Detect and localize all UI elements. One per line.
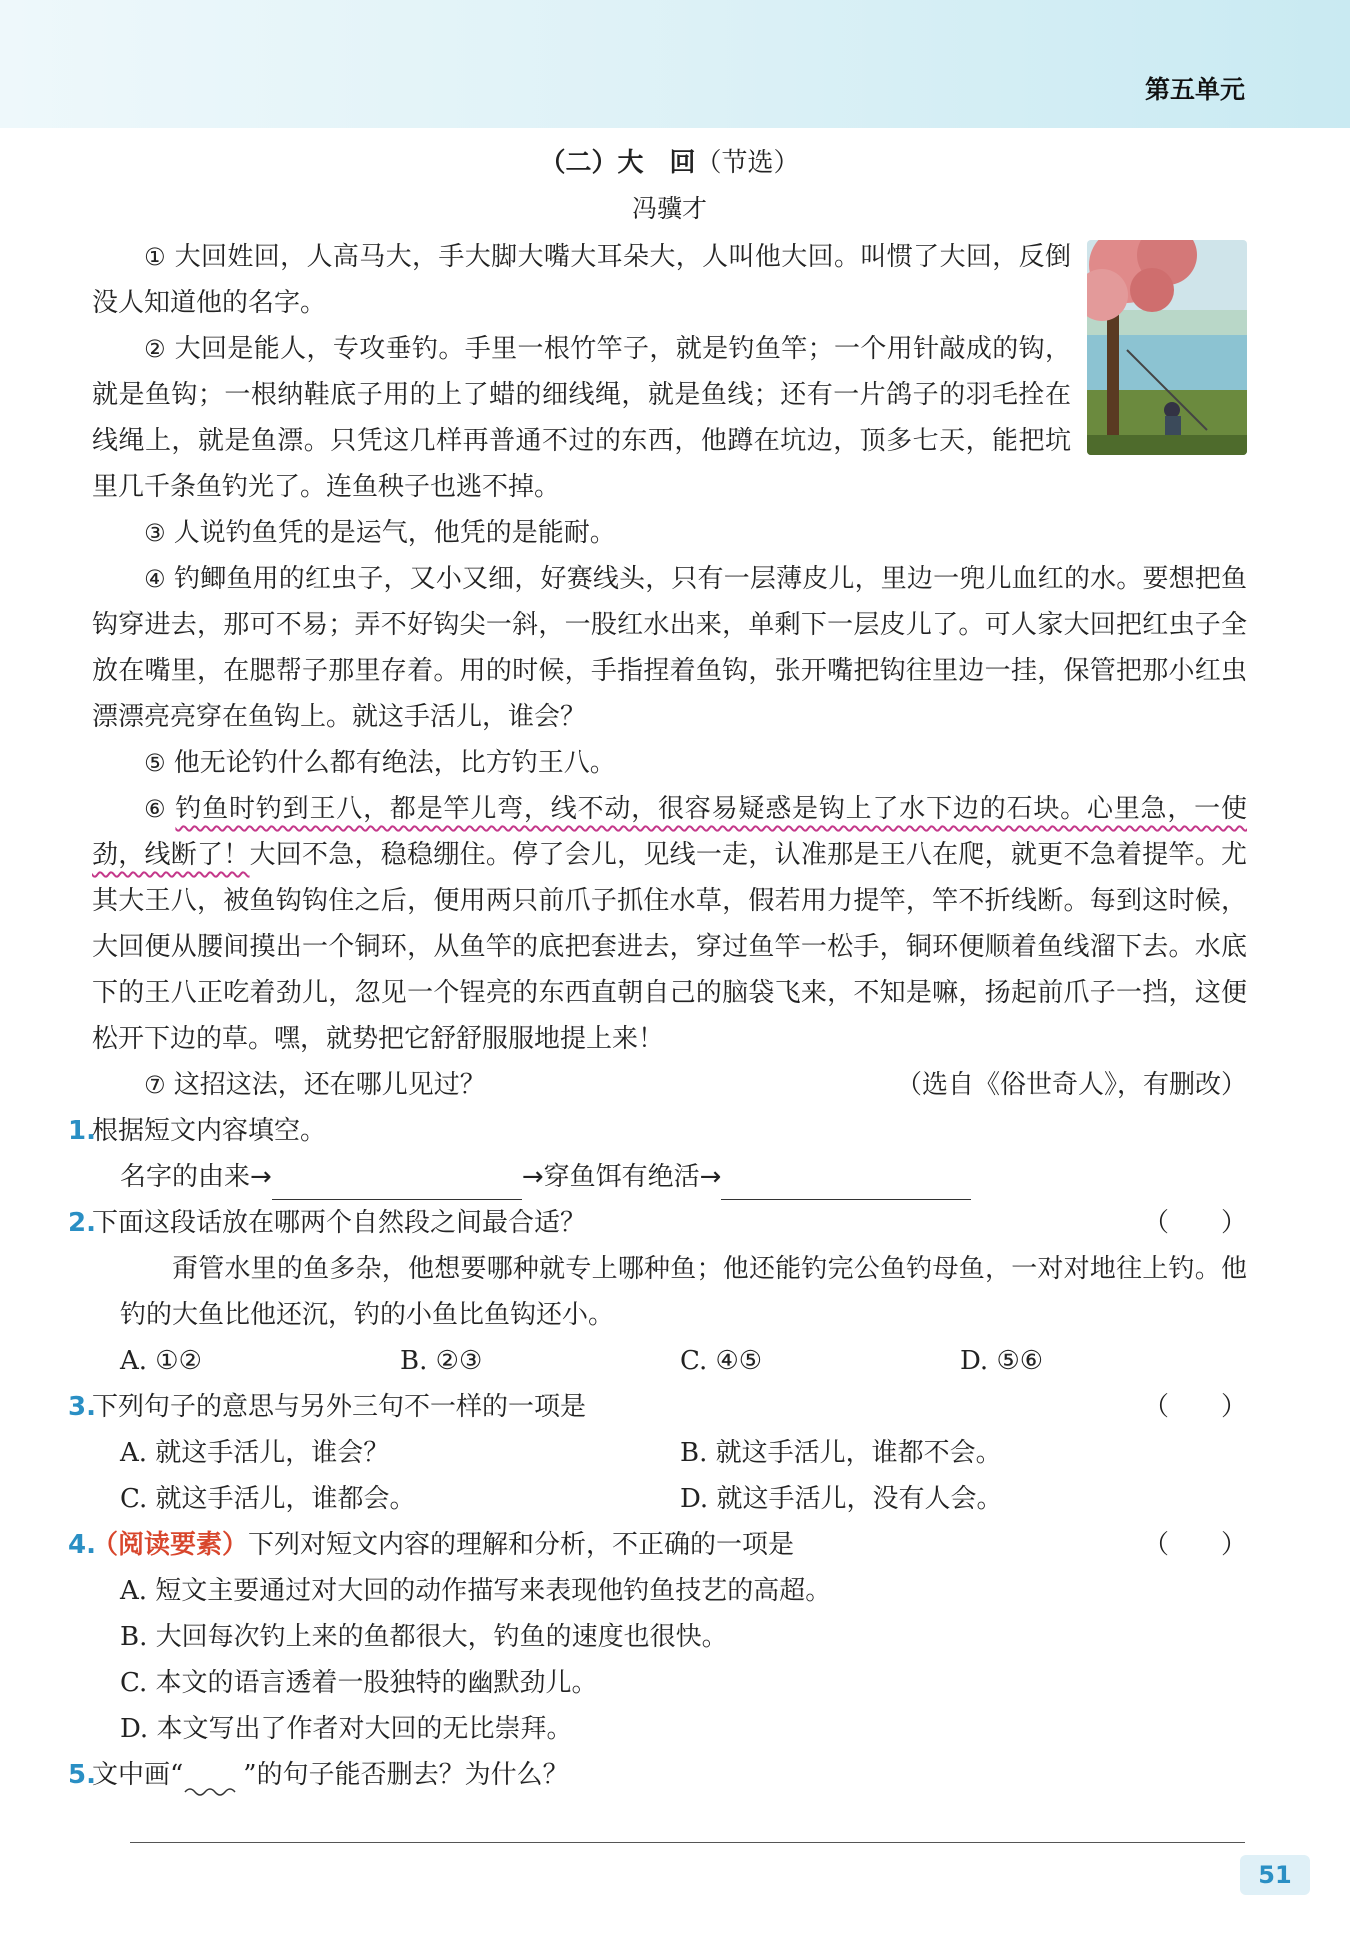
option-d[interactable]: D. 本文写出了作者对大回的无比崇拜。 (120, 1714, 573, 1744)
option-a[interactable]: A. 短文主要通过对大回的动作描写来表现他钓鱼技艺的高超。 (120, 1576, 832, 1606)
paragraph-3: ③ 人说钓鱼凭的是运气，他凭的是能耐。 (144, 518, 616, 548)
answer-paren[interactable]: （ ） (1142, 1208, 1247, 1238)
question-2-passage: 甭管水里的鱼多杂，他想要哪种就专上哪种鱼；他还能钓完公鱼钓母鱼，一对对地往上钓。他钓的大鱼比他还沉，钓的小鱼比鱼钩还小。 (120, 1254, 1247, 1330)
option-b[interactable]: B. 大回每次钓上来的鱼都很大，钓鱼的速度也很快。 (120, 1622, 728, 1652)
arrow-icon: → (250, 1162, 272, 1192)
page-content (68, 140, 1247, 1798)
option-c[interactable]: C. ④⑤ (680, 1346, 763, 1376)
paragraph-6: ⑥ 钓鱼时钓到王八，都是竿儿弯，线不动，很容易疑惑是钩上了水下边的石块。心里急，一使劲，线断了！大回不急，稳稳绷住。停了会儿，见线一走，认准那是王八在爬，就更不急着提竿。尤其大王八，被鱼钩钩住之后，便用两只前爪子抓住水草，假若用力提竿，竿不折线断。每到这时候，大回便从腰间摸出一个铜环，从鱼竿的底把套进去，穿过鱼竿一松手，铜环便顺着鱼线溜下去。水底下的王八正吃着劲儿，忽见一个锃亮的东西直朝自己的脑袋飞来，不知是嘛，扬起前爪子一挡，这便松开下边的草。嘿，就势把它舒舒服服地提上来！ (92, 794, 1247, 1054)
wavy-underlined-sentence: 钓鱼时钓到王八，都是竿儿弯，线不动，很容易疑惑是钩上了水下边的石块。心里急，一使劲，线断了！ (92, 794, 1247, 870)
paragraph-2: ② 大回是能人，专攻垂钓。手里一根竹竿子，就是钓鱼竿；一个用针敲成的钩，就是鱼钩；一根纳鞋底子用的上了蜡的细线绳，就是鱼线；还有一片鸽子的羽毛拴在线绳上，就是鱼漂。只凭这几样再普通不过的东西，他蹲在坑边，顶多七天，能把坑里几千条鱼钓光了。连鱼秧子也逃不掉。 (92, 334, 1072, 502)
answer-paren[interactable]: （ ） (1142, 1530, 1247, 1560)
question-2: 2.下面这段话放在哪两个自然段之间最合适？ （ ） 甭管水里的鱼多杂，他想要哪种就专上哪种鱼；他还能钓完公鱼钓母鱼，一对对地往上钓。他钓的大鱼比他还沉，钓的小鱼比鱼钩还小。 A. ①② B. ②③ C. ④⑤ D. ⑤⑥ (92, 1200, 1247, 1384)
paragraph-7: ⑦ 这招这法，还在哪儿见过？ （选自《俗世奇人》，有删改） (92, 1062, 1247, 1108)
paragraph-1: ① 大回姓回，人高马大，手大脚大嘴大耳朵大，人叫他大回。叫惯了大回，反倒没人知道他的名字。 (92, 242, 1072, 318)
answer-blank-2[interactable] (721, 1170, 971, 1200)
question-4: 4.（阅读要素）下列对短文内容的理解和分析，不正确的一项是 （ ） A. 短文主要通过对大回的动作描写来表现他钓鱼技艺的高超。 B. 大回每次钓上来的鱼都很大，钓鱼的速度也很快。 C. 本文的语言透着一股独特的幽默劲儿。 D. 本文写出了作者对大回的无比崇拜。 (92, 1522, 1247, 1752)
header-band (0, 0, 1350, 128)
unit-title: 第五单元 (1144, 75, 1245, 104)
article-title: （二）大 回（节选） (539, 148, 800, 178)
answer-blank-1[interactable] (272, 1170, 522, 1200)
option-c[interactable]: C. 就这手活儿，谁都会。 (120, 1484, 416, 1514)
question-1-blanks: 名字的由来→ →穿鱼饵有绝活→ (92, 1154, 1247, 1200)
question-2-options (92, 1338, 1247, 1384)
option-c[interactable]: C. 本文的语言透着一股独特的幽默劲儿。 (120, 1668, 598, 1698)
paragraph-4: ④ 钓鲫鱼用的红虫子，又小又细，好赛线头，只有一层薄皮儿，里边一兜儿血红的水。要想把鱼钩穿进去，那可不易；弄不好钩尖一斜，一股红水出来，单剩下一层皮儿了。可人家大回把红虫子全放在嘴里，在腮帮子那里存着。用的时候，手指捏着鱼钩，张开嘴把钩往里边一挂，保管把那小红虫漂漂亮亮穿在鱼钩上。就这手活儿，谁会？ (92, 564, 1247, 732)
option-a[interactable]: A. ①② (120, 1346, 202, 1376)
fishing-scene-illustration (1087, 240, 1247, 455)
source-note: （选自《俗世奇人》，有删改） (895, 1070, 1247, 1100)
page-number: 51 (1240, 1855, 1310, 1895)
option-b[interactable]: B. 就这手活儿，谁都不会。 (680, 1438, 1002, 1468)
option-a[interactable]: A. 就这手活儿，谁会？ (120, 1438, 390, 1468)
question-3: 3.下列句子的意思与另外三句不一样的一项是 （ ） A. 就这手活儿，谁会？ B. 就这手活儿，谁都不会。 C. 就这手活儿，谁都会。 D. 就这手活儿，没有人会。 (92, 1384, 1247, 1522)
reading-element-tag: （阅读要素） (92, 1530, 249, 1560)
answer-paren[interactable]: （ ） (1142, 1392, 1247, 1422)
arrow-icon: → (699, 1162, 722, 1192)
question-5: 5.文中画“ ”的句子能否删去？为什么？ (92, 1752, 1247, 1798)
answer-line[interactable] (130, 1842, 1245, 1843)
question-1: 1.根据短文内容填空。 名字的由来→ →穿鱼饵有绝活→ (92, 1108, 1247, 1200)
article-author: 冯骥才 (631, 194, 707, 223)
option-d[interactable]: D. 就这手活儿，没有人会。 (680, 1484, 1003, 1514)
paragraph-5: ⑤ 他无论钓什么都有绝法，比方钓王八。 (144, 748, 616, 778)
option-b[interactable]: B. ②③ (400, 1346, 483, 1376)
option-d[interactable]: D. ⑤⑥ (960, 1346, 1044, 1376)
arrow-icon: → (521, 1162, 544, 1192)
wavy-line-icon (183, 1778, 243, 1798)
